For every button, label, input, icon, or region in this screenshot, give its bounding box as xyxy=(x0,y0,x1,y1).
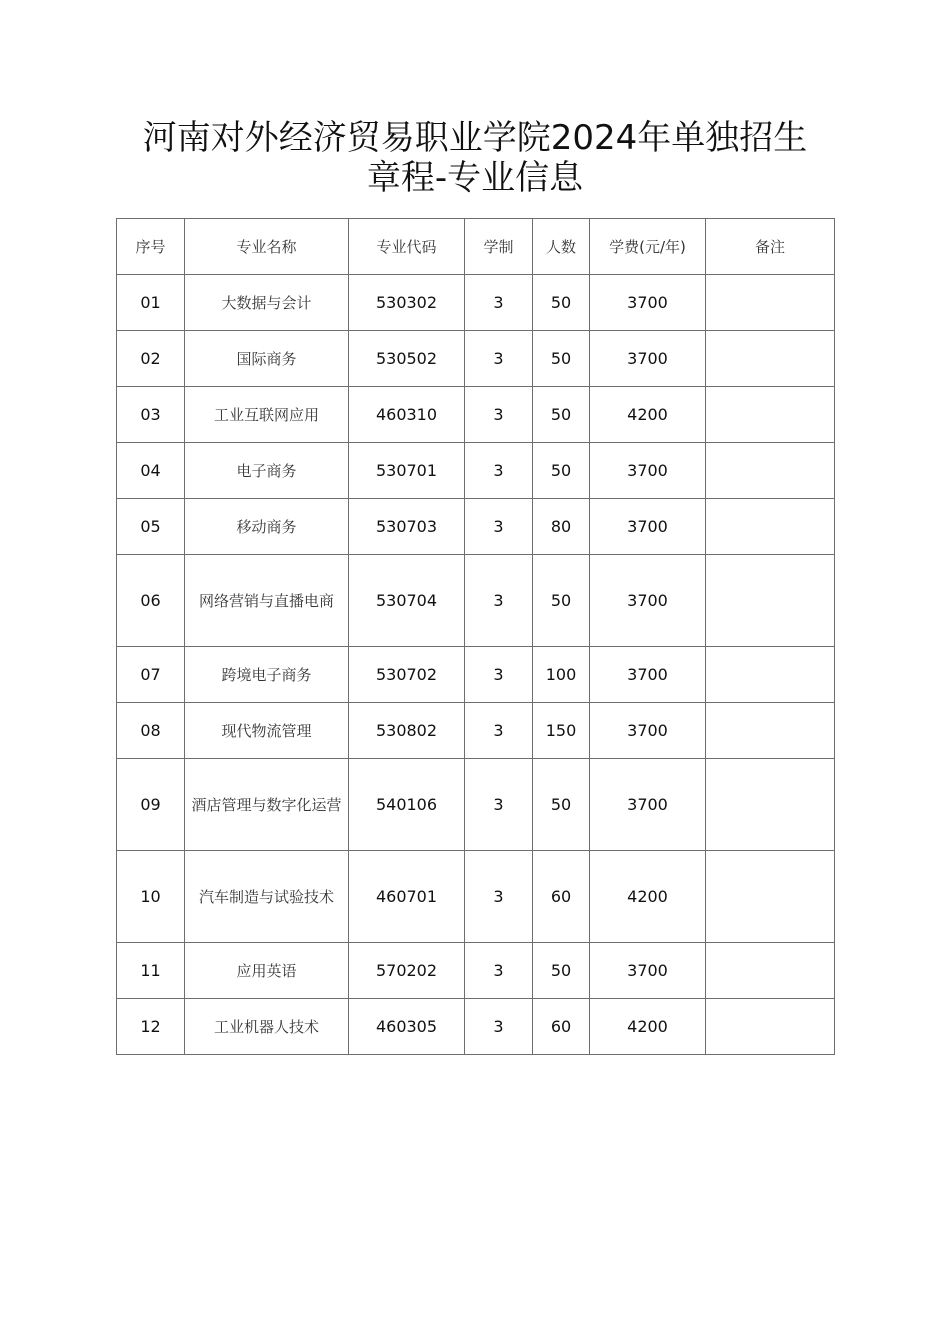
cell-no: 12 xyxy=(117,999,185,1055)
cell-count: 50 xyxy=(533,759,590,851)
cell-note xyxy=(706,703,835,759)
cell-fee: 3700 xyxy=(590,331,706,387)
cell-name: 网络营销与直播电商 xyxy=(185,555,349,647)
table-row xyxy=(117,999,835,1055)
cell-note xyxy=(706,759,835,851)
cell-years: 3 xyxy=(465,851,533,943)
cell-name: 移动商务 xyxy=(185,499,349,555)
cell-fee: 3700 xyxy=(590,555,706,647)
cell-note xyxy=(706,499,835,555)
cell-note xyxy=(706,555,835,647)
cell-name: 现代物流管理 xyxy=(185,703,349,759)
cell-note xyxy=(706,387,835,443)
cell-no: 06 xyxy=(117,555,185,647)
header-note: 备注 xyxy=(706,219,835,275)
title-line-1: 河南对外经济贸易职业学院2024年单独招生 xyxy=(142,118,808,158)
cell-fee: 3700 xyxy=(590,943,706,999)
cell-fee: 3700 xyxy=(590,759,706,851)
cell-name: 国际商务 xyxy=(185,331,349,387)
table-row xyxy=(117,647,835,703)
cell-note xyxy=(706,943,835,999)
cell-years: 3 xyxy=(465,275,533,331)
cell-code: 530502 xyxy=(349,331,465,387)
cell-count: 50 xyxy=(533,555,590,647)
cell-no: 08 xyxy=(117,703,185,759)
header-years: 学制 xyxy=(465,219,533,275)
cell-fee: 4200 xyxy=(590,387,706,443)
cell-code: 540106 xyxy=(349,759,465,851)
table-row xyxy=(117,759,835,851)
cell-years: 3 xyxy=(465,647,533,703)
table-row xyxy=(117,331,835,387)
cell-count: 50 xyxy=(533,443,590,499)
cell-code: 530302 xyxy=(349,275,465,331)
header-name: 专业名称 xyxy=(185,219,349,275)
cell-fee: 3700 xyxy=(590,499,706,555)
cell-count: 60 xyxy=(533,851,590,943)
cell-name: 工业机器人技术 xyxy=(185,999,349,1055)
header-fee: 学费(元/年) xyxy=(590,219,706,275)
table-row xyxy=(117,943,835,999)
table-row xyxy=(117,555,835,647)
cell-name: 酒店管理与数字化运营 xyxy=(185,759,349,851)
cell-count: 60 xyxy=(533,999,590,1055)
document-title xyxy=(0,118,950,198)
cell-no: 11 xyxy=(117,943,185,999)
cell-note xyxy=(706,331,835,387)
cell-code: 530702 xyxy=(349,647,465,703)
cell-no: 04 xyxy=(117,443,185,499)
table-row xyxy=(117,275,835,331)
cell-code: 460305 xyxy=(349,999,465,1055)
cell-years: 3 xyxy=(465,759,533,851)
cell-name: 应用英语 xyxy=(185,943,349,999)
cell-code: 570202 xyxy=(349,943,465,999)
header-code: 专业代码 xyxy=(349,219,465,275)
cell-fee: 3700 xyxy=(590,703,706,759)
cell-name: 跨境电子商务 xyxy=(185,647,349,703)
cell-no: 10 xyxy=(117,851,185,943)
table-row xyxy=(117,387,835,443)
cell-no: 03 xyxy=(117,387,185,443)
cell-fee: 3700 xyxy=(590,275,706,331)
cell-note xyxy=(706,443,835,499)
cell-no: 09 xyxy=(117,759,185,851)
cell-years: 3 xyxy=(465,999,533,1055)
cell-count: 50 xyxy=(533,943,590,999)
cell-code: 530802 xyxy=(349,703,465,759)
cell-years: 3 xyxy=(465,499,533,555)
header-no: 序号 xyxy=(117,219,185,275)
title-line-2: 章程-专业信息 xyxy=(366,158,584,198)
cell-code: 460701 xyxy=(349,851,465,943)
cell-years: 3 xyxy=(465,555,533,647)
cell-years: 3 xyxy=(465,943,533,999)
cell-fee: 3700 xyxy=(590,647,706,703)
header-count: 人数 xyxy=(533,219,590,275)
cell-count: 150 xyxy=(533,703,590,759)
cell-years: 3 xyxy=(465,703,533,759)
cell-code: 530703 xyxy=(349,499,465,555)
table-row xyxy=(117,499,835,555)
cell-note xyxy=(706,851,835,943)
cell-count: 50 xyxy=(533,275,590,331)
cell-count: 100 xyxy=(533,647,590,703)
cell-note xyxy=(706,275,835,331)
cell-count: 50 xyxy=(533,387,590,443)
cell-name: 工业互联网应用 xyxy=(185,387,349,443)
cell-years: 3 xyxy=(465,443,533,499)
cell-count: 80 xyxy=(533,499,590,555)
cell-no: 01 xyxy=(117,275,185,331)
cell-name: 电子商务 xyxy=(185,443,349,499)
table-header-row xyxy=(117,219,835,275)
cell-note xyxy=(706,999,835,1055)
cell-fee: 4200 xyxy=(590,999,706,1055)
cell-years: 3 xyxy=(465,331,533,387)
cell-code: 530704 xyxy=(349,555,465,647)
table-row xyxy=(117,443,835,499)
cell-code: 530701 xyxy=(349,443,465,499)
majors-table xyxy=(116,218,835,1055)
cell-note xyxy=(706,647,835,703)
cell-no: 02 xyxy=(117,331,185,387)
cell-no: 05 xyxy=(117,499,185,555)
table-row xyxy=(117,851,835,943)
cell-fee: 4200 xyxy=(590,851,706,943)
table-row xyxy=(117,703,835,759)
cell-count: 50 xyxy=(533,331,590,387)
cell-name: 汽车制造与试验技术 xyxy=(185,851,349,943)
cell-years: 3 xyxy=(465,387,533,443)
cell-name: 大数据与会计 xyxy=(185,275,349,331)
cell-code: 460310 xyxy=(349,387,465,443)
cell-fee: 3700 xyxy=(590,443,706,499)
cell-no: 07 xyxy=(117,647,185,703)
